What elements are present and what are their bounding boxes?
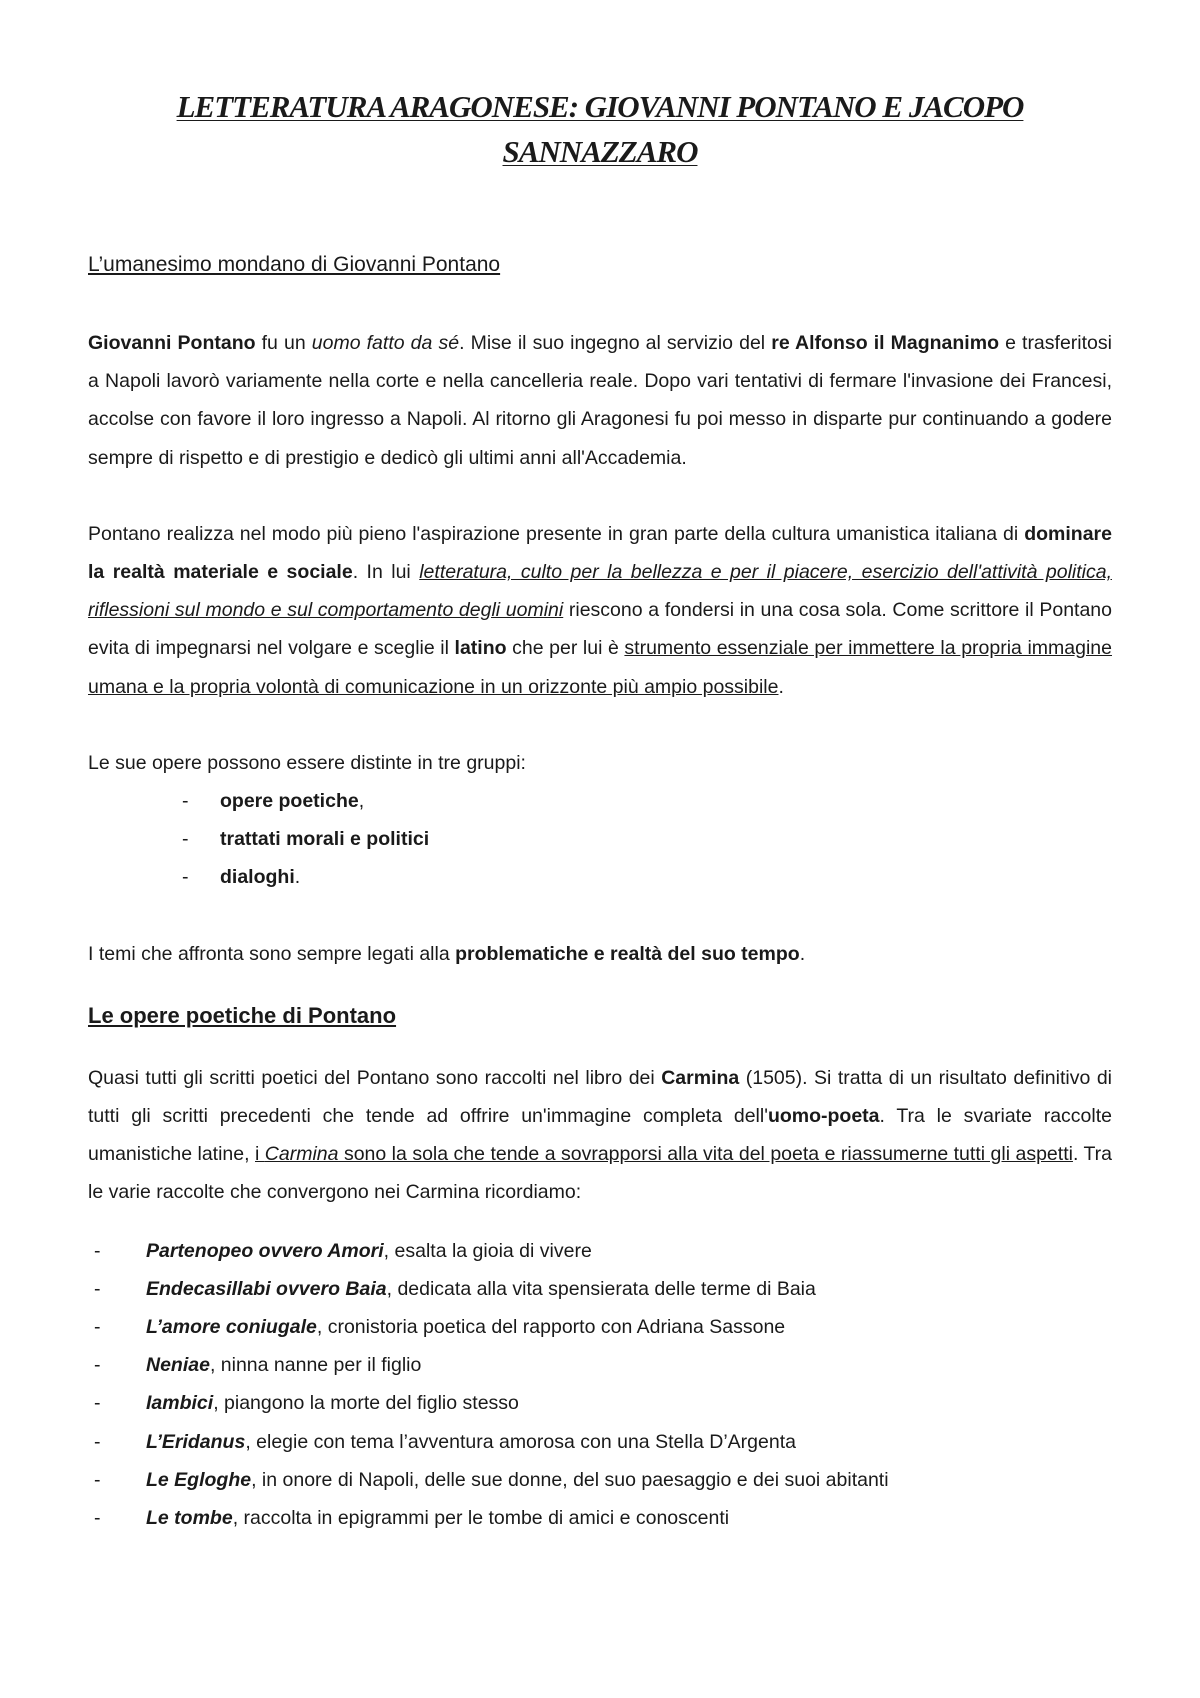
section-heading-opere-poetiche: Le opere poetiche di Pontano — [88, 1002, 397, 1028]
text: che per lui è — [506, 637, 625, 660]
bold-text: re Alfonso il Magnanimo — [771, 332, 999, 354]
bold-text: latino — [454, 637, 507, 660]
work-desc: , dedicata alla vita spensierata delle terme di Baia — [386, 1277, 816, 1300]
paragraph-pontano-bio — [88, 324, 1112, 477]
work-title: Le Egloghe — [146, 1468, 252, 1491]
work-title: Iambici — [146, 1392, 214, 1415]
list-item — [182, 820, 1112, 858]
text: . — [294, 866, 301, 889]
text: (1505). Si tratta di un risultato definitivo di tutti gli scritti precedenti che tende ad offrire un'immagine completa dell' — [88, 1066, 1112, 1128]
work-desc: , cronistoria poetica del rapporto con Adriana Sassone — [316, 1316, 786, 1339]
italic-underlined-text: letteratura, culto per la bellezza e per il piacere, esercizio dell'attività politica, riflessioni sul mondo e sul comportamento degli uomini — [88, 561, 1112, 622]
paragraph-opere-intro: Le sue opere possono essere distinte in tre gruppi: — [88, 751, 526, 774]
text: . Tra le varie raccolte che convergono nei Carmina ricordiamo: — [88, 1143, 1113, 1204]
text: Quasi tutti gli scritti poetici del Pontano sono raccolti nel libro dei — [88, 1066, 662, 1089]
work-title: Neniae — [146, 1354, 210, 1377]
list-item — [94, 1346, 1112, 1384]
underlined-text: strumento essenziale per immettere la propria immagine umana e la propria volontà di comunicazione in un orizzonte più ampio possibile — [88, 637, 1112, 698]
list-item — [94, 1232, 1112, 1270]
list-item — [94, 1461, 1112, 1499]
works-list — [88, 1232, 1112, 1538]
text: . — [778, 675, 784, 698]
work-desc: , piangono la morte del figlio stesso — [213, 1392, 519, 1415]
groups-list — [88, 782, 1112, 897]
document-title: LETTERATURA ARAGONESE: GIOVANNI PONTANO E JACOPO SANNAZZARO — [176, 89, 1024, 169]
paragraph-temi — [88, 935, 1112, 973]
work-title: L’amore coniugale — [146, 1316, 317, 1339]
bold-text: trattati morali e politici — [220, 828, 430, 851]
italic-underlined-text: Carmina — [264, 1143, 339, 1166]
list-item — [94, 1308, 1112, 1346]
list-item — [182, 782, 1112, 820]
text: . Mise il suo ingegno al servizio del — [459, 332, 772, 354]
work-title: Partenopeo ovvero Amori — [146, 1239, 384, 1262]
bold-text: problematiche e realtà del suo tempo — [455, 942, 800, 965]
work-title: Le tombe — [146, 1507, 233, 1530]
text: I temi che affronta sono sempre legati alla — [88, 942, 456, 965]
bold-text: dialoghi — [220, 866, 295, 889]
work-title: L’Eridanus — [146, 1430, 246, 1453]
list-item — [94, 1423, 1112, 1461]
bold-text: opere poetiche — [220, 790, 359, 813]
paragraph-carmina — [88, 1059, 1112, 1212]
text: Pontano realizza nel modo più pieno l'aspirazione presente in gran parte della cultura umanistica italiana di — [88, 522, 1025, 545]
text: . Tra le svariate raccolte umanistiche latine, — [88, 1105, 1112, 1166]
work-desc: , ninna nanne per il figlio — [209, 1354, 422, 1377]
text: riescono a fondersi in una cosa sola. Come scrittore il Pontano evita di impegnarsi nel volgare e sceglie il — [88, 599, 1112, 660]
work-desc: , in onore di Napoli, delle sue donne, del suo paesaggio e dei suoi abitanti — [251, 1468, 889, 1491]
bold-text: uomo-poeta — [767, 1105, 880, 1128]
work-desc: , esalta la gioia di vivere — [383, 1239, 592, 1262]
work-desc: , elegie con tema l’avventura amorosa con una Stella D’Argenta — [245, 1430, 796, 1453]
text: e trasferitosi a Napoli lavorò variamente nella corte e nella cancelleria reale. Dopo vari tentativi di fermare l'invasione dei Francesi, accolse con favore il loro ingresso a Napoli. Al ritorno gli Aragonesi fu poi messo in disparte pur continuando a godere sempre di rispetto e di prestigio e dedicò gli ultimi anni all'Accademia. — [88, 332, 1112, 469]
text: , — [358, 790, 365, 813]
work-desc: , raccolta in epigrammi per le tombe di amici e conoscenti — [232, 1507, 730, 1530]
underlined-text: sono la sola che tende a sovrapporsi alla vita del poeta e riassumerne tutti gli aspetti — [338, 1143, 1073, 1166]
text: . — [799, 942, 806, 965]
list-item — [182, 858, 1112, 896]
list-item — [94, 1499, 1112, 1537]
list-item — [94, 1270, 1112, 1308]
section-heading-umanesimo: L’umanesimo mondano di Giovanni Pontano — [88, 253, 501, 276]
text: . In lui — [352, 561, 420, 584]
list-item — [94, 1384, 1112, 1422]
italic-text: uomo fatto da sé — [311, 332, 460, 354]
bold-text: Carmina — [661, 1066, 740, 1089]
underlined-text: i — [255, 1143, 265, 1166]
bold-text: dominare la realtà materiale e sociale — [88, 522, 1112, 584]
paragraph-pontano-aspirazione — [88, 515, 1112, 706]
bold-text: Giovanni Pontano — [88, 332, 256, 354]
work-title: Endecasillabi ovvero Baia — [146, 1277, 387, 1300]
text: fu un — [255, 332, 312, 354]
